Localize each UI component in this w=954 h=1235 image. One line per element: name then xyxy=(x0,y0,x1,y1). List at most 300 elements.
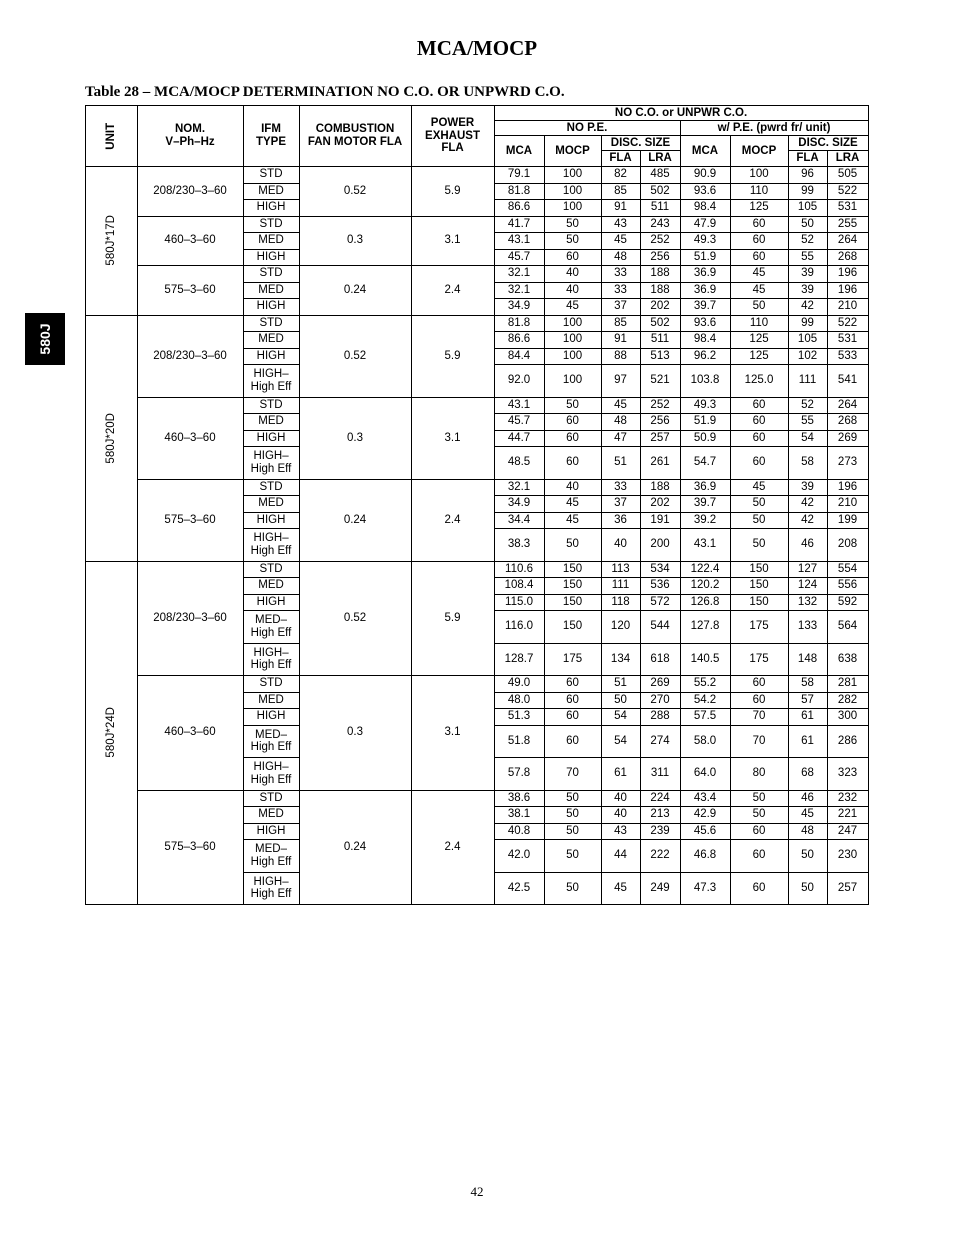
mocp-cell: 60 xyxy=(544,249,601,266)
mocp-cell: 100 xyxy=(544,315,601,332)
mocp-pe-cell: 70 xyxy=(730,709,788,726)
disc-lra-cell: 188 xyxy=(640,479,680,496)
ifm-type-label: HIGH xyxy=(256,595,286,608)
disc-lra-cell: 224 xyxy=(640,790,680,807)
mocp-cell: 50 xyxy=(544,529,601,562)
power-exhaust-fla-cell: 2.4 xyxy=(411,790,494,905)
ifm-type-cell xyxy=(243,643,299,676)
nominal-voltage-cell: 575–3–60 xyxy=(137,266,243,316)
ifm-type-cell xyxy=(243,216,299,233)
mocp-cell: 60 xyxy=(544,725,601,758)
disc-lra-pe-cell: 286 xyxy=(827,725,868,758)
ifm-type-cell xyxy=(243,840,299,873)
ifm-type-label: HIGH xyxy=(256,300,286,313)
mca-pe-cell: 39.2 xyxy=(680,512,730,529)
mca-cell: 44.7 xyxy=(494,430,544,447)
mca-cell: 48.5 xyxy=(494,447,544,480)
disc-lra-pe-cell: 210 xyxy=(827,496,868,513)
table-row xyxy=(86,216,869,233)
disc-lra-cell: 200 xyxy=(640,529,680,562)
disc-fla-cell: 44 xyxy=(601,840,640,873)
ifm-type-label: HIGH xyxy=(256,201,286,214)
mocp-pe-cell: 50 xyxy=(730,512,788,529)
mocp-pe-cell: 125 xyxy=(730,348,788,365)
ifm-type-label: High Eff xyxy=(250,741,292,754)
table-body xyxy=(86,167,869,905)
ifm-type-label: MED– xyxy=(255,728,287,741)
mocp-cell: 100 xyxy=(544,365,601,398)
ifm-type-cell xyxy=(243,823,299,840)
disc-lra-pe-cell: 522 xyxy=(827,315,868,332)
disc-fla-pe-cell: 42 xyxy=(788,512,827,529)
power-exhaust-fla-cell: 5.9 xyxy=(411,315,494,397)
disc-lra-pe-cell: 247 xyxy=(827,823,868,840)
mca-cell: 38.6 xyxy=(494,790,544,807)
disc-fla-cell: 45 xyxy=(601,233,640,250)
ifm-type-cell xyxy=(243,709,299,726)
disc-fla-pe-cell: 68 xyxy=(788,758,827,791)
mca-pe-cell: 98.4 xyxy=(680,332,730,349)
disc-fla-cell: 85 xyxy=(601,315,640,332)
mocp-pe-cell: 60 xyxy=(730,216,788,233)
mca-pe-cell: 64.0 xyxy=(680,758,730,791)
ifm-type-label: MED– xyxy=(255,614,287,627)
header-comb-line1: COMBUSTION xyxy=(315,123,395,136)
mocp-pe-cell: 60 xyxy=(730,447,788,480)
mocp-cell: 40 xyxy=(544,479,601,496)
combustion-fla-cell: 0.24 xyxy=(299,479,411,561)
disc-lra-cell: 256 xyxy=(640,414,680,431)
disc-fla-pe-cell: 48 xyxy=(788,823,827,840)
header-power-exhaust xyxy=(411,106,494,167)
nominal-voltage-cell: 208/230–3–60 xyxy=(137,315,243,397)
disc-fla-pe-cell: 99 xyxy=(788,315,827,332)
ifm-type-label: MED xyxy=(258,808,284,821)
ifm-type-label: High Eff xyxy=(250,659,292,672)
disc-fla-pe-cell: 57 xyxy=(788,692,827,709)
disc-fla-cell: 91 xyxy=(601,200,640,217)
disc-fla-cell: 134 xyxy=(601,643,640,676)
side-tab-label: 580J xyxy=(37,323,53,355)
mca-pe-cell: 50.9 xyxy=(680,430,730,447)
disc-lra-pe-cell: 638 xyxy=(827,643,868,676)
table-row xyxy=(86,266,869,283)
mocp-pe-cell: 80 xyxy=(730,758,788,791)
ifm-type-cell xyxy=(243,496,299,513)
disc-fla-pe-cell: 50 xyxy=(788,216,827,233)
disc-lra-cell: 511 xyxy=(640,332,680,349)
mca-cell: 81.8 xyxy=(494,315,544,332)
mocp-pe-cell: 50 xyxy=(730,790,788,807)
mocp-cell: 50 xyxy=(544,807,601,824)
ifm-type-label: MED xyxy=(258,333,284,346)
mocp-cell: 100 xyxy=(544,200,601,217)
power-exhaust-fla-cell: 3.1 xyxy=(411,676,494,791)
disc-lra-pe-cell: 554 xyxy=(827,561,868,578)
mca-cell: 79.1 xyxy=(494,167,544,184)
ifm-type-label: High Eff xyxy=(250,855,292,868)
header-no-pe: NO P.E. xyxy=(494,121,680,136)
disc-lra-cell: 202 xyxy=(640,299,680,316)
header-pe-line3: FLA xyxy=(441,142,464,155)
ifm-type-cell xyxy=(243,512,299,529)
side-tab xyxy=(25,313,65,365)
header-lra: LRA xyxy=(640,151,680,167)
mocp-pe-cell: 45 xyxy=(730,282,788,299)
ifm-type-cell xyxy=(243,365,299,398)
disc-lra-cell: 536 xyxy=(640,578,680,595)
table-row xyxy=(86,315,869,332)
disc-lra-cell: 521 xyxy=(640,365,680,398)
mca-cell: 108.4 xyxy=(494,578,544,595)
combustion-fla-cell: 0.3 xyxy=(299,397,411,479)
mca-pe-cell: 127.8 xyxy=(680,611,730,644)
ifm-type-label: MED xyxy=(258,415,284,428)
ifm-type-cell xyxy=(243,414,299,431)
mocp-cell: 45 xyxy=(544,299,601,316)
mca-pe-cell: 43.4 xyxy=(680,790,730,807)
ifm-type-label: STD xyxy=(259,217,283,230)
header-nom-line2: V–Ph–Hz xyxy=(165,136,215,148)
disc-lra-cell: 270 xyxy=(640,692,680,709)
disc-lra-cell: 511 xyxy=(640,200,680,217)
ifm-type-label: High Eff xyxy=(250,626,292,639)
disc-lra-pe-cell: 505 xyxy=(827,167,868,184)
mca-cell: 57.8 xyxy=(494,758,544,791)
ifm-type-cell xyxy=(243,430,299,447)
mocp-pe-cell: 50 xyxy=(730,807,788,824)
header-comb-line2: FAN MOTOR FLA xyxy=(307,136,403,148)
disc-lra-cell: 239 xyxy=(640,823,680,840)
mca-pe-cell: 45.6 xyxy=(680,823,730,840)
header-mca: MCA xyxy=(494,136,544,167)
mocp-cell: 150 xyxy=(544,561,601,578)
unit-cell xyxy=(86,167,138,316)
disc-lra-cell: 618 xyxy=(640,643,680,676)
mocp-pe-cell: 60 xyxy=(730,249,788,266)
ifm-type-label: MED– xyxy=(255,843,287,856)
disc-fla-cell: 36 xyxy=(601,512,640,529)
disc-fla-cell: 45 xyxy=(601,397,640,414)
mocp-cell: 60 xyxy=(544,430,601,447)
mca-cell: 42.0 xyxy=(494,840,544,873)
combustion-fla-cell: 0.52 xyxy=(299,561,411,676)
unit-label: 580J*20D xyxy=(104,412,117,464)
disc-fla-cell: 37 xyxy=(601,299,640,316)
ifm-type-cell xyxy=(243,249,299,266)
disc-fla-pe-cell: 58 xyxy=(788,447,827,480)
mocp-pe-cell: 110 xyxy=(730,183,788,200)
mca-cell: 38.1 xyxy=(494,807,544,824)
mca-pe-cell: 120.2 xyxy=(680,578,730,595)
mocp-cell: 50 xyxy=(544,872,601,905)
ifm-type-label: HIGH xyxy=(256,710,286,723)
mocp-cell: 60 xyxy=(544,447,601,480)
ifm-type-cell xyxy=(243,758,299,791)
mca-pe-cell: 36.9 xyxy=(680,282,730,299)
disc-lra-cell: 534 xyxy=(640,561,680,578)
ifm-type-label: HIGH xyxy=(256,349,286,362)
mca-pe-cell: 126.8 xyxy=(680,594,730,611)
disc-fla-pe-cell: 55 xyxy=(788,249,827,266)
disc-fla-cell: 113 xyxy=(601,561,640,578)
mocp-cell: 100 xyxy=(544,183,601,200)
mca-pe-cell: 98.4 xyxy=(680,200,730,217)
combustion-fla-cell: 0.3 xyxy=(299,676,411,791)
mocp-cell: 45 xyxy=(544,496,601,513)
mca-cell: 45.7 xyxy=(494,414,544,431)
disc-fla-pe-cell: 39 xyxy=(788,479,827,496)
header-mca-pe: MCA xyxy=(680,136,730,167)
ifm-type-label: STD xyxy=(259,398,283,411)
mca-mocp-table xyxy=(85,105,869,905)
disc-fla-cell: 51 xyxy=(601,447,640,480)
disc-fla-cell: 85 xyxy=(601,183,640,200)
unit-label: 580J*17D xyxy=(104,215,117,266)
mocp-pe-cell: 45 xyxy=(730,266,788,283)
disc-lra-cell: 202 xyxy=(640,496,680,513)
ifm-type-label: STD xyxy=(259,562,283,575)
mocp-pe-cell: 60 xyxy=(730,233,788,250)
disc-fla-cell: 43 xyxy=(601,823,640,840)
ifm-type-label: STD xyxy=(259,791,283,804)
disc-lra-pe-cell: 268 xyxy=(827,414,868,431)
ifm-type-cell xyxy=(243,332,299,349)
ifm-type-cell xyxy=(243,872,299,905)
mca-pe-cell: 54.2 xyxy=(680,692,730,709)
mca-pe-cell: 55.2 xyxy=(680,676,730,693)
disc-fla-cell: 88 xyxy=(601,348,640,365)
mocp-cell: 50 xyxy=(544,397,601,414)
disc-fla-cell: 45 xyxy=(601,872,640,905)
ifm-type-label: HIGH– xyxy=(253,646,289,659)
disc-fla-cell: 82 xyxy=(601,167,640,184)
combustion-fla-cell: 0.24 xyxy=(299,790,411,905)
mocp-cell: 100 xyxy=(544,332,601,349)
ifm-type-cell xyxy=(243,479,299,496)
ifm-type-cell xyxy=(243,200,299,217)
mocp-cell: 50 xyxy=(544,790,601,807)
mca-pe-cell: 49.3 xyxy=(680,397,730,414)
ifm-type-cell xyxy=(243,692,299,709)
disc-fla-cell: 118 xyxy=(601,594,640,611)
mca-pe-cell: 36.9 xyxy=(680,266,730,283)
disc-fla-pe-cell: 50 xyxy=(788,840,827,873)
mca-cell: 51.3 xyxy=(494,709,544,726)
nominal-voltage-cell: 575–3–60 xyxy=(137,479,243,561)
mca-cell: 81.8 xyxy=(494,183,544,200)
disc-lra-pe-cell: 208 xyxy=(827,529,868,562)
disc-lra-cell: 288 xyxy=(640,709,680,726)
disc-lra-pe-cell: 541 xyxy=(827,365,868,398)
disc-fla-cell: 61 xyxy=(601,758,640,791)
ifm-type-label: MED xyxy=(258,234,284,247)
disc-fla-pe-cell: 42 xyxy=(788,299,827,316)
header-nom-line1: NOM. xyxy=(175,123,206,136)
disc-lra-pe-cell: 196 xyxy=(827,266,868,283)
header-ifm xyxy=(243,106,299,167)
mca-pe-cell: 46.8 xyxy=(680,840,730,873)
header-mocp-pe: MOCP xyxy=(730,136,788,167)
disc-lra-cell: 572 xyxy=(640,594,680,611)
disc-fla-pe-cell: 52 xyxy=(788,233,827,250)
mca-cell: 116.0 xyxy=(494,611,544,644)
mca-cell: 40.8 xyxy=(494,823,544,840)
header-mocp: MOCP xyxy=(544,136,601,167)
mocp-pe-cell: 60 xyxy=(730,397,788,414)
disc-lra-pe-cell: 257 xyxy=(827,872,868,905)
power-exhaust-fla-cell: 3.1 xyxy=(411,216,494,266)
mca-cell: 115.0 xyxy=(494,594,544,611)
mocp-pe-cell: 100 xyxy=(730,167,788,184)
mocp-pe-cell: 125 xyxy=(730,332,788,349)
ifm-type-label: High Eff xyxy=(250,380,292,393)
disc-fla-pe-cell: 105 xyxy=(788,200,827,217)
mca-cell: 49.0 xyxy=(494,676,544,693)
power-exhaust-fla-cell: 5.9 xyxy=(411,561,494,676)
header-unit xyxy=(86,106,138,167)
mca-cell: 32.1 xyxy=(494,282,544,299)
header-ifm-line1: IFM xyxy=(261,123,281,136)
mocp-cell: 50 xyxy=(544,216,601,233)
mca-pe-cell: 93.6 xyxy=(680,183,730,200)
disc-fla-cell: 48 xyxy=(601,414,640,431)
disc-fla-pe-cell: 54 xyxy=(788,430,827,447)
ifm-type-label: STD xyxy=(259,480,283,493)
disc-fla-pe-cell: 99 xyxy=(788,183,827,200)
disc-lra-pe-cell: 196 xyxy=(827,479,868,496)
disc-fla-cell: 33 xyxy=(601,282,640,299)
mocp-pe-cell: 60 xyxy=(730,823,788,840)
ifm-type-label: High Eff xyxy=(250,888,292,901)
mca-pe-cell: 54.7 xyxy=(680,447,730,480)
mocp-cell: 100 xyxy=(544,348,601,365)
disc-fla-pe-cell: 148 xyxy=(788,643,827,676)
disc-lra-cell: 222 xyxy=(640,840,680,873)
disc-fla-cell: 54 xyxy=(601,725,640,758)
mca-pe-cell: 103.8 xyxy=(680,365,730,398)
mca-cell: 43.1 xyxy=(494,397,544,414)
mca-pe-cell: 51.9 xyxy=(680,249,730,266)
header-pe-line1: POWER xyxy=(430,117,475,130)
mca-cell: 32.1 xyxy=(494,479,544,496)
disc-lra-cell: 191 xyxy=(640,512,680,529)
mca-cell: 86.6 xyxy=(494,332,544,349)
mca-cell: 92.0 xyxy=(494,365,544,398)
header-disc-size: DISC. SIZE xyxy=(601,136,680,151)
ifm-type-label: MED xyxy=(258,184,284,197)
ifm-type-label: MED xyxy=(258,497,284,510)
disc-lra-pe-cell: 199 xyxy=(827,512,868,529)
disc-lra-cell: 269 xyxy=(640,676,680,693)
mca-pe-cell: 90.9 xyxy=(680,167,730,184)
disc-lra-pe-cell: 230 xyxy=(827,840,868,873)
mocp-pe-cell: 60 xyxy=(730,692,788,709)
power-exhaust-fla-cell: 2.4 xyxy=(411,479,494,561)
mca-cell: 32.1 xyxy=(494,266,544,283)
table-row xyxy=(86,790,869,807)
combustion-fla-cell: 0.3 xyxy=(299,216,411,266)
disc-fla-pe-cell: 58 xyxy=(788,676,827,693)
mca-cell: 110.6 xyxy=(494,561,544,578)
ifm-type-cell xyxy=(243,790,299,807)
disc-fla-cell: 50 xyxy=(601,692,640,709)
header-unit-label: UNIT xyxy=(104,122,117,150)
table-row xyxy=(86,561,869,578)
disc-fla-pe-cell: 45 xyxy=(788,807,827,824)
header-group: NO C.O. or UNPWR C.O. xyxy=(494,106,868,121)
mca-cell: 42.5 xyxy=(494,872,544,905)
disc-fla-pe-cell: 42 xyxy=(788,496,827,513)
combustion-fla-cell: 0.52 xyxy=(299,167,411,217)
disc-lra-cell: 252 xyxy=(640,233,680,250)
mca-cell: 84.4 xyxy=(494,348,544,365)
disc-lra-cell: 256 xyxy=(640,249,680,266)
mca-cell: 48.0 xyxy=(494,692,544,709)
mca-pe-cell: 140.5 xyxy=(680,643,730,676)
ifm-type-label: HIGH– xyxy=(253,368,289,381)
page-title: MCA/MOCP xyxy=(416,36,538,60)
ifm-type-cell xyxy=(243,183,299,200)
mca-cell: 34.9 xyxy=(494,496,544,513)
disc-fla-cell: 120 xyxy=(601,611,640,644)
mocp-cell: 175 xyxy=(544,643,601,676)
ifm-type-label: HIGH xyxy=(256,824,286,837)
mca-cell: 45.7 xyxy=(494,249,544,266)
mocp-cell: 60 xyxy=(544,692,601,709)
mca-pe-cell: 122.4 xyxy=(680,561,730,578)
ifm-type-cell xyxy=(243,315,299,332)
ifm-type-label: MED xyxy=(258,579,284,592)
disc-fla-pe-cell: 39 xyxy=(788,282,827,299)
disc-fla-cell: 40 xyxy=(601,790,640,807)
mca-pe-cell: 39.7 xyxy=(680,496,730,513)
disc-fla-cell: 33 xyxy=(601,479,640,496)
mocp-cell: 60 xyxy=(544,676,601,693)
mca-cell: 34.9 xyxy=(494,299,544,316)
disc-lra-pe-cell: 232 xyxy=(827,790,868,807)
nominal-voltage-cell: 208/230–3–60 xyxy=(137,561,243,676)
disc-lra-pe-cell: 531 xyxy=(827,332,868,349)
disc-lra-pe-cell: 323 xyxy=(827,758,868,791)
disc-fla-pe-cell: 46 xyxy=(788,529,827,562)
disc-lra-pe-cell: 300 xyxy=(827,709,868,726)
ifm-type-label: STD xyxy=(259,267,283,280)
header-disc-size-pe: DISC. SIZE xyxy=(788,136,868,151)
mca-cell: 34.4 xyxy=(494,512,544,529)
mca-pe-cell: 42.9 xyxy=(680,807,730,824)
mocp-cell: 50 xyxy=(544,823,601,840)
mca-cell: 128.7 xyxy=(494,643,544,676)
disc-lra-pe-cell: 282 xyxy=(827,692,868,709)
mocp-pe-cell: 60 xyxy=(730,872,788,905)
mocp-cell: 40 xyxy=(544,282,601,299)
ifm-type-cell xyxy=(243,348,299,365)
table-row xyxy=(86,676,869,693)
disc-lra-cell: 513 xyxy=(640,348,680,365)
mocp-pe-cell: 50 xyxy=(730,496,788,513)
mca-pe-cell: 51.9 xyxy=(680,414,730,431)
nominal-voltage-cell: 460–3–60 xyxy=(137,397,243,479)
disc-fla-pe-cell: 111 xyxy=(788,365,827,398)
ifm-type-label: HIGH xyxy=(256,513,286,526)
ifm-type-cell xyxy=(243,447,299,480)
nominal-voltage-cell: 460–3–60 xyxy=(137,216,243,266)
disc-lra-cell: 243 xyxy=(640,216,680,233)
disc-fla-pe-cell: 96 xyxy=(788,167,827,184)
ifm-type-label: HIGH xyxy=(256,431,286,444)
ifm-type-label: MED xyxy=(258,693,284,706)
